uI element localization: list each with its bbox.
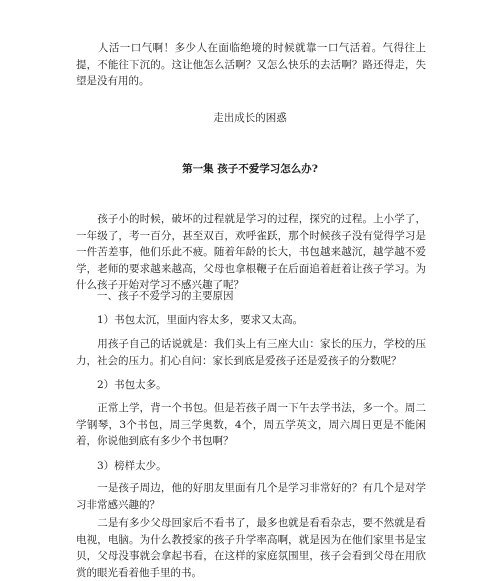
intro-paragraph: 人活一口气啊！多少人在面临绝境的时候就靠一口气活着。气得往上提，不能往下沉的。这让他怎么活啊？又怎么快乐的去活啊？路还得走，失望是没有用的。 — [76, 42, 426, 88]
point-heading: 3）榜样太少。 — [76, 460, 167, 472]
body-paragraph: 孩子小的时候，破坏的过程就是学习的过程，探究的过程。上小学了，一年级了，考一百分，甚至双百，欢呼雀跃，那个时候孩子没有觉得学习是一件苦差事，他们乐此不疲。随着年龄的长大，书包越来越沉，越学越不爱学，老师的要求越来越高，父母也拿根鞭子在后面追着赶着让孩子学习。为什么孩子开始对学习不感兴趣了呢？ — [76, 213, 426, 292]
point-heading: 2）书包太多。 — [76, 379, 167, 391]
body-paragraph: 二是有多少父母回家后不看书了，最多也就是看看杂志，要不然就是看电视，电脑。为什么教授家的孩子升学率高啊，就是因为在他们家里书是宝贝，父母没事就会拿起书看，在这样的家庭氛围里，孩子会看到父母在用欣赏的眼光看着他手里的书。 — [76, 517, 426, 579]
body-paragraph: 用孩子自己的话说就是：我们头上有三座大山：家长的压力，学校的压力，社会的压力。扪心自问：家长到底是爱孩子还是爱孩子的分数呢？ — [76, 338, 426, 367]
chapter-title: 第一集 孩子不爱学习怎么办? — [182, 163, 318, 175]
body-paragraph: 一是孩子周边，他的好朋友里面有几个是学习非常好的？有几个是对学习非常感兴趣的？ — [76, 482, 426, 511]
section-heading: 一、孩子不爱学习的主要原因 — [76, 290, 234, 302]
point-heading: 1）书包太沉，里面内容太多，要求又太高。 — [76, 314, 304, 326]
body-paragraph: 正常上学，背一个书包。但是若孩子周一下午去学书法，多一个。周二学钢琴，3个书包，周三学奥数，4个，周五学英文，周六周日更是不能闲着，你说他到底有多少个书包啊？ — [76, 402, 426, 448]
section-title: 走出成长的困惑 — [213, 112, 287, 124]
